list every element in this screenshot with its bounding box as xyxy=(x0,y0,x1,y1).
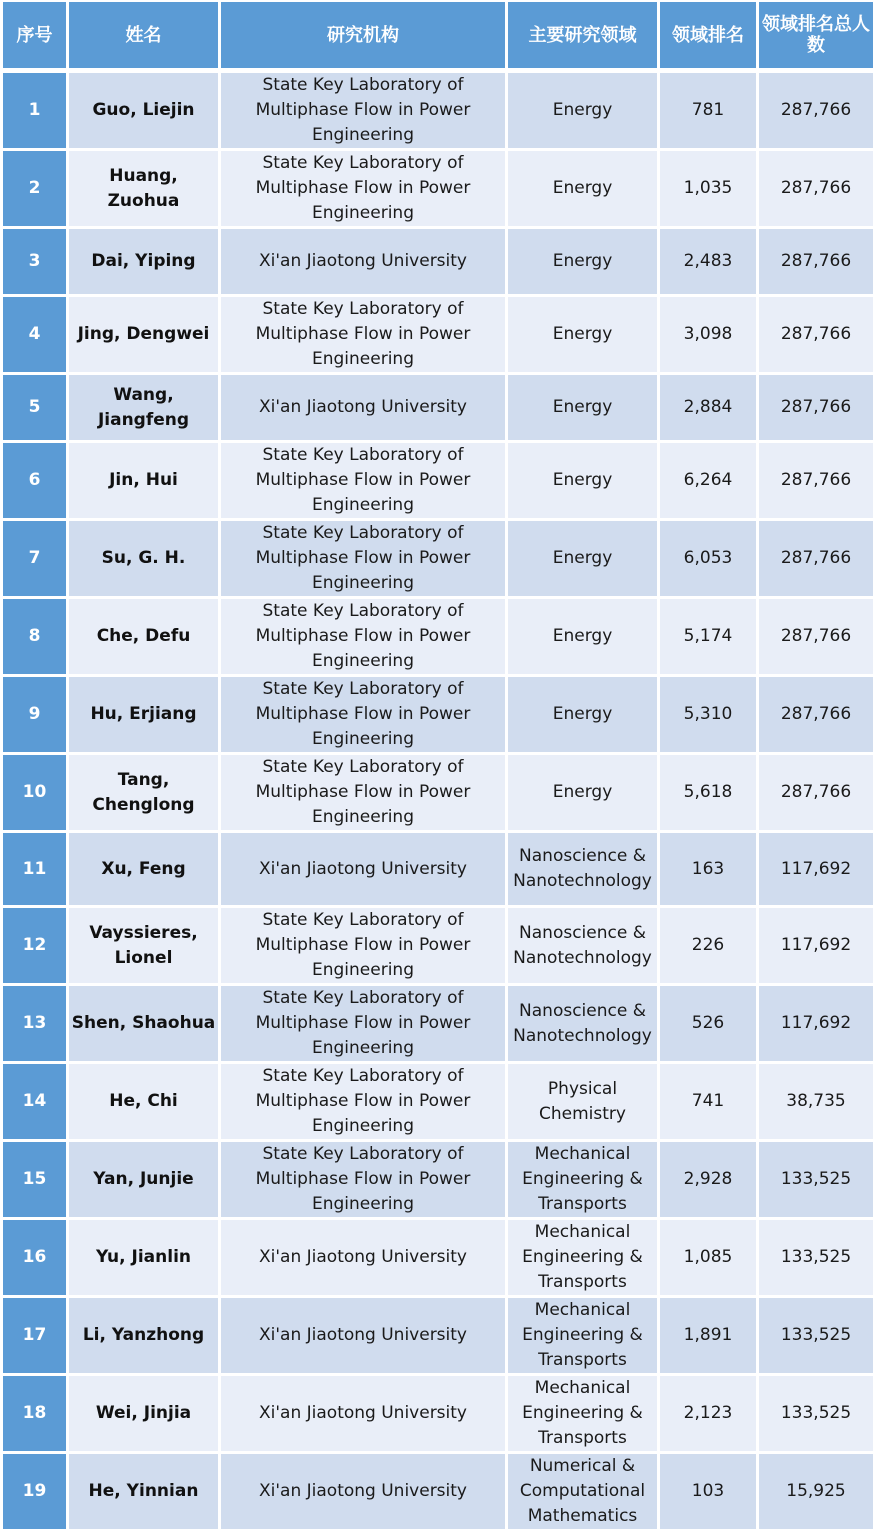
total-cell: 287,766 xyxy=(758,374,875,442)
header-rank: 领域排名 xyxy=(659,1,758,71)
researcher-name: Hu, Erjiang xyxy=(68,676,220,754)
field-cell: Energy xyxy=(507,296,659,374)
row-number: 15 xyxy=(2,1141,68,1219)
total-cell: 117,692 xyxy=(758,985,875,1063)
total-cell: 287,766 xyxy=(758,598,875,676)
field-cell: Energy xyxy=(507,442,659,520)
researcher-name: He, Chi xyxy=(68,1063,220,1141)
total-cell: 133,525 xyxy=(758,1219,875,1297)
row-number: 17 xyxy=(2,1297,68,1375)
rank-cell: 526 xyxy=(659,985,758,1063)
researcher-name: Tang, Chenglong xyxy=(68,754,220,832)
field-cell: Nanoscience & Nanotechnology xyxy=(507,832,659,907)
table-row xyxy=(2,228,875,296)
table-row xyxy=(2,150,875,228)
field-cell: Nanoscience & Nanotechnology xyxy=(507,907,659,985)
rank-cell: 1,035 xyxy=(659,150,758,228)
researcher-name: Che, Defu xyxy=(68,598,220,676)
institution-cell: Xi'an Jiaotong University xyxy=(220,1219,507,1297)
total-cell: 133,525 xyxy=(758,1375,875,1453)
row-number: 6 xyxy=(2,442,68,520)
field-cell: Energy xyxy=(507,228,659,296)
total-cell: 15,925 xyxy=(758,1453,875,1531)
row-number: 5 xyxy=(2,374,68,442)
institution-cell: State Key Laboratory of Multiphase Flow in Power Engineering xyxy=(220,754,507,832)
row-number: 3 xyxy=(2,228,68,296)
field-cell: Energy xyxy=(507,150,659,228)
field-cell: Numerical & Computational Mathematics xyxy=(507,1453,659,1531)
institution-cell: Xi'an Jiaotong University xyxy=(220,1297,507,1375)
researcher-name: Vayssieres, Lionel xyxy=(68,907,220,985)
table-row xyxy=(2,1375,875,1453)
row-number: 4 xyxy=(2,296,68,374)
rank-cell: 163 xyxy=(659,832,758,907)
row-number: 19 xyxy=(2,1453,68,1531)
researcher-name: Yu, Jianlin xyxy=(68,1219,220,1297)
row-number: 8 xyxy=(2,598,68,676)
field-cell: Physical Chemistry xyxy=(507,1063,659,1141)
row-number: 18 xyxy=(2,1375,68,1453)
institution-cell: State Key Laboratory of Multiphase Flow in Power Engineering xyxy=(220,442,507,520)
rank-cell: 2,123 xyxy=(659,1375,758,1453)
institution-cell: State Key Laboratory of Multiphase Flow in Power Engineering xyxy=(220,520,507,598)
table-row xyxy=(2,374,875,442)
researcher-name: Yan, Junjie xyxy=(68,1141,220,1219)
institution-cell: State Key Laboratory of Multiphase Flow in Power Engineering xyxy=(220,296,507,374)
researcher-name: Jing, Dengwei xyxy=(68,296,220,374)
institution-cell: State Key Laboratory of Multiphase Flow in Power Engineering xyxy=(220,1063,507,1141)
rank-cell: 781 xyxy=(659,71,758,150)
table-row xyxy=(2,832,875,907)
rank-cell: 3,098 xyxy=(659,296,758,374)
researcher-name: Li, Yanzhong xyxy=(68,1297,220,1375)
rank-cell: 5,618 xyxy=(659,754,758,832)
institution-cell: Xi'an Jiaotong University xyxy=(220,1375,507,1453)
header-name: 姓名 xyxy=(68,1,220,71)
total-cell: 117,692 xyxy=(758,907,875,985)
field-cell: Mechanical Engineering & Transports xyxy=(507,1375,659,1453)
rank-cell: 2,884 xyxy=(659,374,758,442)
institution-cell: Xi'an Jiaotong University xyxy=(220,832,507,907)
field-cell: Energy xyxy=(507,374,659,442)
rank-cell: 103 xyxy=(659,1453,758,1531)
table-row xyxy=(2,1297,875,1375)
row-number: 16 xyxy=(2,1219,68,1297)
row-number: 14 xyxy=(2,1063,68,1141)
row-number: 7 xyxy=(2,520,68,598)
table-body xyxy=(2,71,875,1531)
researcher-name: Wang, Jiangfeng xyxy=(68,374,220,442)
rank-cell: 5,310 xyxy=(659,676,758,754)
row-number: 9 xyxy=(2,676,68,754)
row-number: 10 xyxy=(2,754,68,832)
rank-cell: 5,174 xyxy=(659,598,758,676)
institution-cell: State Key Laboratory of Multiphase Flow in Power Engineering xyxy=(220,71,507,150)
researcher-name: Guo, Liejin xyxy=(68,71,220,150)
institution-cell: State Key Laboratory of Multiphase Flow in Power Engineering xyxy=(220,907,507,985)
field-cell: Energy xyxy=(507,676,659,754)
total-cell: 287,766 xyxy=(758,296,875,374)
institution-cell: Xi'an Jiaotong University xyxy=(220,228,507,296)
field-cell: Mechanical Engineering & Transports xyxy=(507,1141,659,1219)
table-row xyxy=(2,1219,875,1297)
institution-cell: State Key Laboratory of Multiphase Flow in Power Engineering xyxy=(220,150,507,228)
total-cell: 287,766 xyxy=(758,150,875,228)
total-cell: 287,766 xyxy=(758,71,875,150)
institution-cell: State Key Laboratory of Multiphase Flow in Power Engineering xyxy=(220,676,507,754)
table-row xyxy=(2,598,875,676)
table-row xyxy=(2,296,875,374)
total-cell: 38,735 xyxy=(758,1063,875,1141)
row-number: 2 xyxy=(2,150,68,228)
table-row xyxy=(2,1453,875,1531)
total-cell: 287,766 xyxy=(758,228,875,296)
institution-cell: State Key Laboratory of Multiphase Flow in Power Engineering xyxy=(220,985,507,1063)
header-total: 领域排名总人数 xyxy=(758,1,875,71)
total-cell: 287,766 xyxy=(758,520,875,598)
total-cell: 287,766 xyxy=(758,676,875,754)
header-field: 主要研究领域 xyxy=(507,1,659,71)
researcher-name: Shen, Shaohua xyxy=(68,985,220,1063)
rank-cell: 1,891 xyxy=(659,1297,758,1375)
rank-cell: 2,928 xyxy=(659,1141,758,1219)
table-header xyxy=(2,1,875,71)
total-cell: 117,692 xyxy=(758,832,875,907)
researcher-name: Wei, Jinjia xyxy=(68,1375,220,1453)
total-cell: 133,525 xyxy=(758,1297,875,1375)
researcher-name: Dai, Yiping xyxy=(68,228,220,296)
row-number: 1 xyxy=(2,71,68,150)
institution-cell: State Key Laboratory of Multiphase Flow in Power Engineering xyxy=(220,598,507,676)
table-row xyxy=(2,442,875,520)
rank-cell: 2,483 xyxy=(659,228,758,296)
row-number: 13 xyxy=(2,985,68,1063)
institution-cell: Xi'an Jiaotong University xyxy=(220,374,507,442)
rank-cell: 6,053 xyxy=(659,520,758,598)
rank-cell: 226 xyxy=(659,907,758,985)
row-number: 11 xyxy=(2,832,68,907)
total-cell: 287,766 xyxy=(758,754,875,832)
institution-cell: State Key Laboratory of Multiphase Flow in Power Engineering xyxy=(220,1141,507,1219)
rank-cell: 741 xyxy=(659,1063,758,1141)
field-cell: Mechanical Engineering & Transports xyxy=(507,1219,659,1297)
total-cell: 287,766 xyxy=(758,442,875,520)
researcher-name: Su, G. H. xyxy=(68,520,220,598)
header-no: 序号 xyxy=(2,1,68,71)
table-row xyxy=(2,1141,875,1219)
field-cell: Energy xyxy=(507,598,659,676)
table-row xyxy=(2,676,875,754)
header-row xyxy=(2,1,875,71)
table-row xyxy=(2,907,875,985)
researcher-name: Jin, Hui xyxy=(68,442,220,520)
field-cell: Energy xyxy=(507,754,659,832)
field-cell: Energy xyxy=(507,520,659,598)
total-cell: 133,525 xyxy=(758,1141,875,1219)
field-cell: Nanoscience & Nanotechnology xyxy=(507,985,659,1063)
field-cell: Mechanical Engineering & Transports xyxy=(507,1297,659,1375)
researcher-name: Xu, Feng xyxy=(68,832,220,907)
header-institution: 研究机构 xyxy=(220,1,507,71)
row-number: 12 xyxy=(2,907,68,985)
table-row xyxy=(2,71,875,150)
researcher-name: Huang, Zuohua xyxy=(68,150,220,228)
rank-cell: 1,085 xyxy=(659,1219,758,1297)
institution-cell: Xi'an Jiaotong University xyxy=(220,1453,507,1531)
researcher-name: He, Yinnian xyxy=(68,1453,220,1531)
table-row xyxy=(2,985,875,1063)
field-cell: Energy xyxy=(507,71,659,150)
table-row xyxy=(2,520,875,598)
rank-cell: 6,264 xyxy=(659,442,758,520)
table-row xyxy=(2,1063,875,1141)
table-row xyxy=(2,754,875,832)
